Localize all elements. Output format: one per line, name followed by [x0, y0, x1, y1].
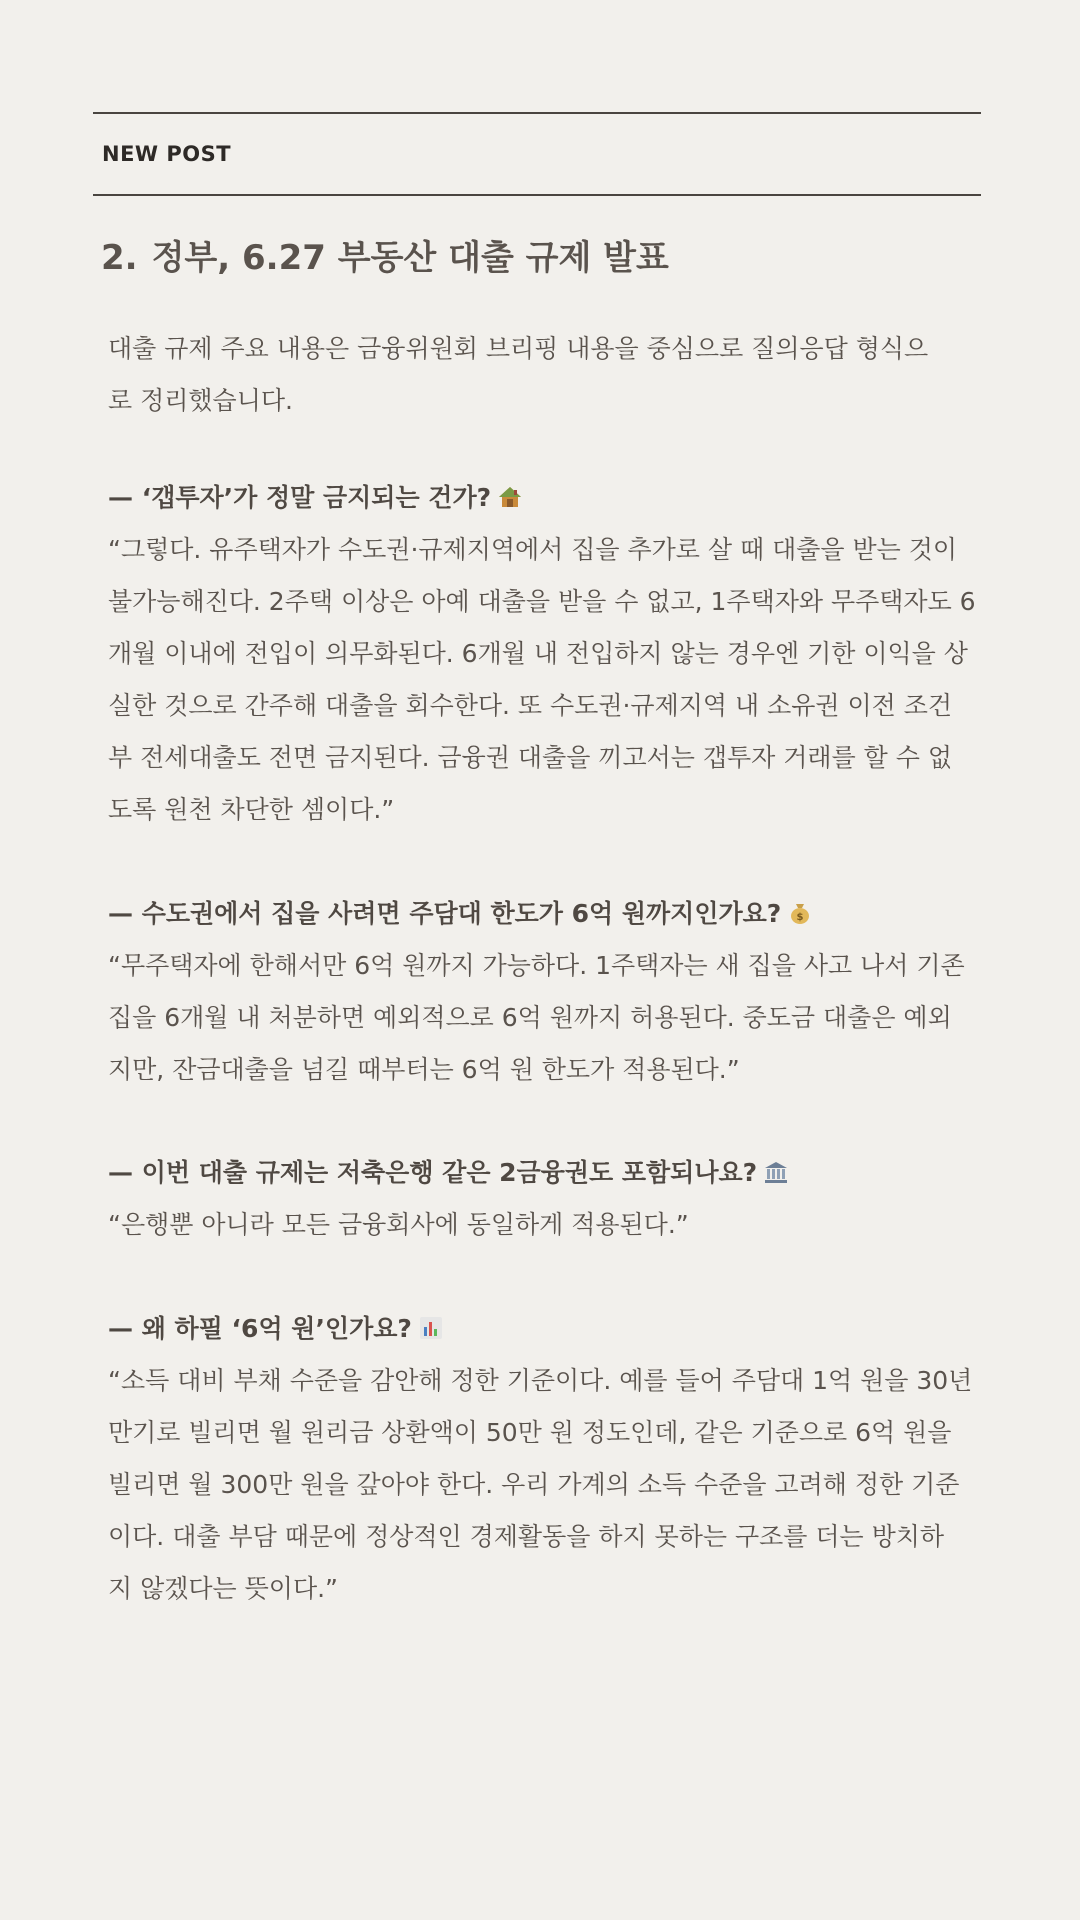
intro-line: 로 정리했습니다. — [108, 386, 293, 415]
question-text: — ‘갭투자’가 정말 금지되는 건가? — [108, 483, 492, 512]
bar-chart-icon — [418, 1307, 444, 1333]
question — [108, 888, 980, 940]
answer-line: 집을 6개월 내 처분하면 예외적으로 6억 원까지 허용된다. 중도금 대출은 예외 — [108, 1003, 952, 1032]
answer-line: 불가능해진다. 2주택 이상은 아예 대출을 받을 수 없고, 1주택자와 무주택자도 6 — [108, 587, 976, 616]
answer — [108, 524, 980, 836]
answer-line: 도록 원천 차단한 셈이다.” — [108, 795, 395, 824]
intro-paragraph — [108, 323, 968, 427]
question-text: — 이번 대출 규제는 저축은행 같은 2금융권도 포함되나요? — [108, 1158, 758, 1187]
answer-line: 지만, 잔금대출을 넘길 때부터는 6억 원 한도가 적용된다.” — [108, 1055, 740, 1084]
question-text: — 수도권에서 집을 사려면 주담대 한도가 6억 원까지인가요? — [108, 899, 782, 928]
answer-line: 지 않겠다는 뜻이다.” — [108, 1574, 338, 1603]
answer-line: 빌리면 월 300만 원을 갚아야 한다. 우리 가계의 소득 수준을 고려해 정한 기준 — [108, 1470, 960, 1499]
qa-item — [108, 888, 980, 1096]
question — [108, 1303, 980, 1355]
answer-line: “그렇다. 유주택자가 수도권·규제지역에서 집을 추가로 살 때 대출을 받는 것이 — [108, 535, 958, 564]
section-number: 2. — [101, 238, 138, 278]
section-title-text: 정부, 6.27 부동산 대출 규제 발표 — [151, 238, 669, 278]
svg-text:$: $ — [796, 912, 804, 923]
money-bag-icon — [787, 892, 813, 923]
answer-line: 실한 것으로 간주해 대출을 회수한다. 또 수도권·규제지역 내 소유권 이전 조건 — [108, 691, 953, 720]
bank-icon — [763, 1151, 789, 1177]
post-header — [93, 112, 981, 196]
intro-line: 대출 규제 주요 내용은 금융위원회 브리핑 내용을 중심으로 질의응답 형식으 — [108, 334, 929, 363]
new-post-label: NEW POST — [102, 142, 232, 166]
house-icon — [497, 476, 523, 502]
answer — [108, 1355, 980, 1615]
qa-item — [108, 1147, 980, 1251]
question-text: — 왜 하필 ‘6억 원’인가요? — [108, 1314, 412, 1343]
question — [108, 472, 980, 524]
qa-item — [108, 472, 980, 836]
answer — [108, 1199, 980, 1251]
answer-line: 개월 이내에 전입이 의무화된다. 6개월 내 전입하지 않는 경우엔 기한 이익을 상 — [108, 639, 968, 668]
answer-line: 이다. 대출 부담 때문에 정상적인 경제활동을 하지 못하는 구조를 더는 방치하 — [108, 1522, 945, 1551]
answer-line: “은행뿐 아니라 모든 금융회사에 동일하게 적용된다.” — [108, 1210, 689, 1239]
answer — [108, 940, 980, 1096]
answer-line: 부 전세대출도 전면 금지된다. 금융권 대출을 끼고서는 갭투자 거래를 할 수 없 — [108, 743, 953, 772]
question — [108, 1147, 980, 1199]
section-title — [101, 230, 669, 279]
answer-line: “무주택자에 한해서만 6억 원까지 가능하다. 1주택자는 새 집을 사고 나서 기존 — [108, 951, 965, 980]
qa-item — [108, 1303, 980, 1615]
answer-line: 만기로 빌리면 월 원리금 상환액이 50만 원 정도인데, 같은 기준으로 6억 원을 — [108, 1418, 952, 1447]
answer-line: “소득 대비 부채 수준을 감안해 정한 기준이다. 예를 들어 주담대 1억 원을 30년 — [108, 1366, 973, 1395]
